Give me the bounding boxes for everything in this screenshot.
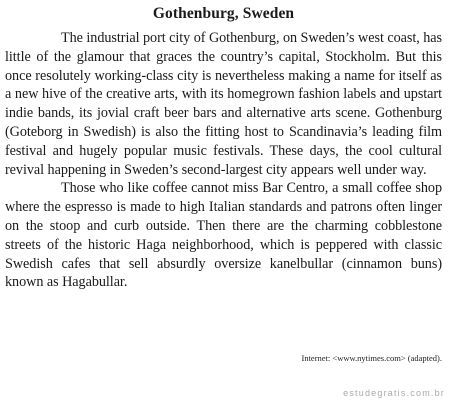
- article-paragraph: The industrial port city of Gothenburg, on Sweden’s west coast, has little of the glamour that graces the country’s capital, Stockholm. But this once resolutely working-class city is nevertheless making a name for itself as a new hive of the creative arts, with its homegrown fashion labels and upstart indie bands, its jovial craft beer bars and alternative arts scene. Gothenburg (Goteborg in Swedish) is also the fitting host to Scandinavia’s leading film festival and hugely popular music festivals. These days, the cool cultural revival happening in Sweden’s second-largest city appears well under way.: [5, 30, 442, 178]
- article-title: Gothenburg, Sweden: [152, 5, 295, 22]
- watermark: estudegratis.com.br: [343, 388, 445, 398]
- article: [5, 0, 442, 363]
- article-paragraph: Those who like coffee cannot miss Bar Centro, a small coffee shop where the espresso is made to high Italian standards and patrons often linger on the stoop and curb outside. Then there are the charming cobblestone streets of the historic Haga neighborhood, which is peppered with classic Swedish cafes that sell absurdly oversize kanelbullar (cinnamon buns) known as Hagabullar.: [5, 180, 442, 291]
- source-citation: Internet: <www.nytimes.com> (adapted).: [301, 353, 442, 363]
